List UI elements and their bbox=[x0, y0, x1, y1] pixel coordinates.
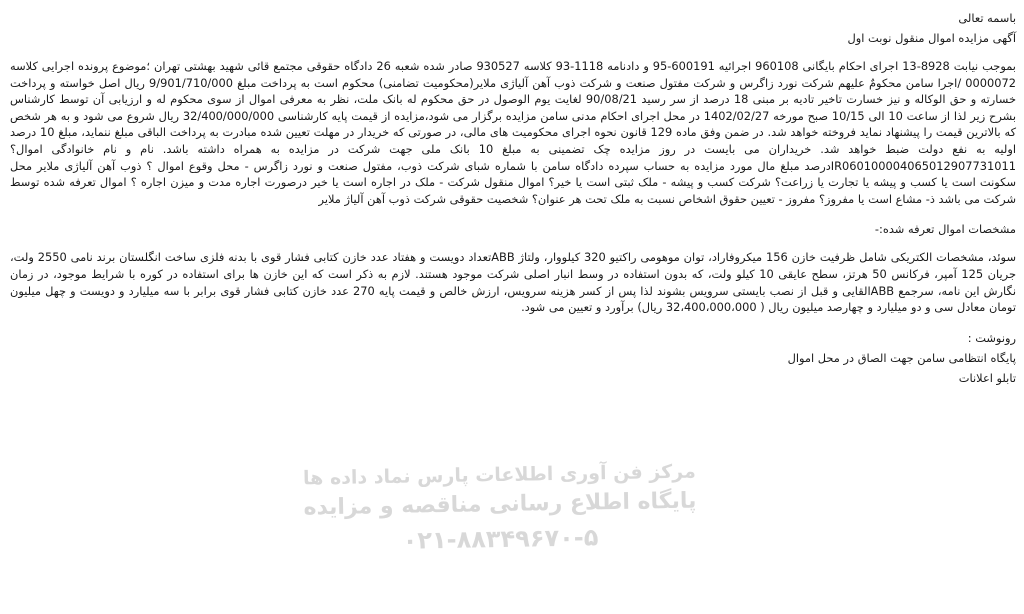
watermark-company-line: مرکز فن آوری اطلاعات پارس نماد داده ها bbox=[302, 460, 696, 490]
cc-recipient-line: پایگاه انتظامی سامن جهت الصاق در محل اموال bbox=[787, 350, 1016, 365]
watermark-site-line: پایگاه اطلاع رسانی مناقصه و مزایده bbox=[303, 488, 697, 521]
cc-heading: رونوشت : bbox=[967, 330, 1016, 345]
bismillah-heading: باسمه تعالی bbox=[958, 11, 1016, 25]
notice-board-line: تابلو اعلانات bbox=[958, 370, 1016, 385]
specs-paragraph: سوئد، مشخصات الکتریکی شامل ظرفیت خازن 156 میکروفاراد، توان موهومی راکتیو 320 کیلووار، ولتاژ ABBتعداد دویست و هفتاد عدد خازن کتابی فشار قوی با بدنه فلزی ساخت انگلستان برند نامی 2550 ولت، جریان 125 آمپر، فرکانس 50 هرتز، سطح عایقی 10 کیلو ولت، که بدون استفاده در وسط انبار اصلی شرکت موجود هستند. لازم به ذکر است که این خازن ها برای استفاده در کوره با شرایط موجود، در زمان نگارش این نامه، سرجمع ABBالقایی و قبل از نصب بایستی سرویس بشوند لذا پس از کسر هزینه سرویس، ارزش خالص و قیمت پایه 270 عدد خازن کتابی فشار قوی برابر با سه میلیارد و دویست و چهل میلیون تومان معادل سی و دو میلیارد و چهارصد میلیون ریال ( 32،400،000،000 ریال) برآورد و تعیین می شود. bbox=[10, 250, 1017, 315]
notice-body-paragraph: بموجب نیابت 8928-13 اجرای احکام بایگانی 960108 اجرائیه 600191-95 و دادنامه 1118-93 کلاسه 930527 صادر شده شعبه 26 دادگاه حقوقی مجتمع قائی شهید بهشتی تهران ؛موضوع پرونده اجرایی کلاسه 0000072 /اجرا سامن محکومٌ علیهم شرکت نورد زاگرس و شرکت مفتول صنعت و شرکت ذوب آهن آلیاژی ملایر(محکومیت تضامنی) محکوم است به پرداخت مبلغ 9/901/710/000 ریال اصل خواسته و پرداخت خسارته و حق الوکاله و نیز خسارت تاخیر تادیه بر مبنی 18 درصد از سر رسید 90/08/21 لغایت یوم الوصول در حق محکوم له بانک ملت، نظر به معرفی اموال از سوی محکوم له و ارزیابی آن توسط کارشناس بشرح زیر لذا از ساعت 10 الی 10/15 صبح مورخه 1402/02/27 در محل اجرای احکام مدنی سامن مزایده برگزار می شود،مزایده از قیمت پایه کارشناسی 32/400/000/000 ریال شروع می شود و به هر شخص که بالاترین قیمت را پیشنهاد نماید فروخته خواهد شد. در ضمن وفق ماده 129 قانون نحوه اجرای محکومیت های مالی، در صورتی که خریدار در مهلت تعیین شده مبادرت به پرداخت الباقی مبلغ ننماید، مبلغ 10 درصد اولیه به نفع دولت ضبط خواهد شد. خریداران می بایست در روز مزایده چک تضمینی به مبلغ 10 بانک ملی جهت شرکت در مزایده به همراه داشته باشد. نام و نام خانوادگی اموال؟ IR060100004065012907731011درصد مبلغ مال مورد مزایده به حساب سپرده دادگاه سامن با شماره شبای شرکت ذوب، مفتول صنعت و نورد زاگرس - محل وقوع اموال ؟ ذوب آهن آلیاژی ملایر محل سکونت است یا کسب و پیشه یا تجارت یا زراعت؟ شرکت کسب و پیشه - ملک ثبتی است یا خیر؟ اموال منقول شرکت - ملک در اجاره است یا خیر درصورت اجاره مدت و میزن اجاره ؟ اموال تعرفه شده توسط شرکت می باشد ذ- مشاع است یا مفروز؟ مفروز - تعیین حقوق اشخاص نسبت به ملک تحت هر عنوان؟ شخصیت حقوقی شرکت ذوب آهن آلیاژ ملایر bbox=[10, 59, 1016, 206]
specs-heading: مشخصات اموال تعرفه شده:- bbox=[874, 222, 1016, 237]
notice-title: آگهی مزایده اموال منقول نوبت اول bbox=[847, 31, 1016, 45]
watermark-phone-line: ۰۲۱-۸۸۳۴۹۶۷۰-۵ bbox=[402, 523, 599, 555]
